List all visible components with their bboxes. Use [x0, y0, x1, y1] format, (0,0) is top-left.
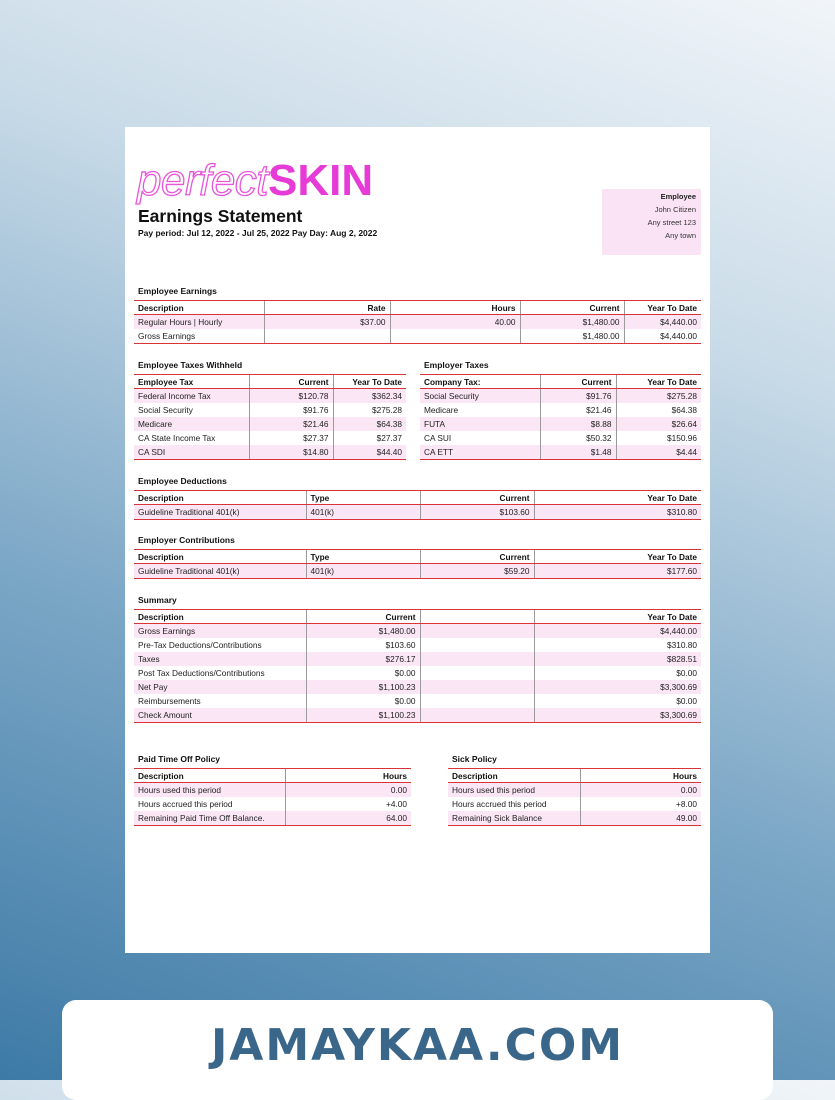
table-cell: Federal Income Tax	[134, 389, 249, 404]
table-cell: Taxes	[134, 652, 306, 666]
column-header: Employee Tax	[134, 375, 249, 389]
table-row	[134, 797, 411, 811]
employee-name: John Citizen	[654, 205, 696, 214]
table-cell: 401(k)	[306, 505, 420, 520]
column-header: Current	[520, 301, 624, 315]
table-row	[134, 403, 406, 417]
table-cell: $8.88	[540, 417, 616, 431]
table-cell: $1,480.00	[520, 315, 624, 330]
table-cell: 0.00	[285, 783, 411, 798]
table-row	[134, 389, 406, 404]
table-cell	[420, 680, 534, 694]
sick-table	[448, 768, 701, 826]
table-cell: Net Pay	[134, 680, 306, 694]
table-cell: $4,440.00	[534, 624, 701, 639]
table-cell	[420, 694, 534, 708]
column-header: Hours	[580, 769, 701, 783]
column-header: Hours	[285, 769, 411, 783]
table-cell	[420, 666, 534, 680]
column-header: Year To Date	[534, 491, 701, 505]
table-cell: $27.37	[249, 431, 333, 445]
table-row	[134, 505, 701, 520]
table-cell: $275.28	[333, 403, 406, 417]
table-cell	[420, 708, 534, 723]
table-cell: $4.44	[616, 445, 701, 460]
table-cell: Medicare	[134, 417, 249, 431]
table-cell: Remaining Sick Balance	[448, 811, 580, 826]
table-cell: $150.96	[616, 431, 701, 445]
table-cell: Hours accrued this period	[452, 799, 547, 809]
table-cell: CA State Income Tax	[138, 433, 216, 443]
column-header: Type	[306, 550, 420, 564]
table-row	[134, 315, 701, 330]
contributions-title: Employer Contributions	[138, 535, 235, 545]
table-row	[448, 811, 701, 826]
watermark-text: JAMAYKAA.COM	[210, 1020, 625, 1071]
table-cell: Social Security	[138, 405, 193, 415]
table-cell: $4,440.00	[624, 329, 701, 344]
column-header: Year To Date	[616, 375, 701, 389]
table-cell: Remaining Paid Time Off Balance.	[134, 811, 285, 826]
table-cell: $0.00	[306, 694, 420, 708]
table-cell: Regular Hours | Hourly	[134, 315, 264, 330]
table-header-row	[134, 550, 701, 564]
table-row	[134, 708, 701, 723]
table-row	[134, 431, 406, 445]
table-row	[448, 783, 701, 798]
table-cell: $1,480.00	[520, 329, 624, 344]
table-row	[448, 797, 701, 811]
table-cell: Social Security	[420, 389, 540, 404]
table-cell: $37.00	[264, 315, 390, 330]
table-row	[134, 652, 701, 666]
table-cell: Medicare	[424, 405, 459, 415]
pto-title: Paid Time Off Policy	[138, 754, 221, 764]
table-row	[420, 431, 701, 445]
employee-info-box	[602, 189, 701, 255]
table-cell: $0.00	[534, 694, 701, 708]
table-cell	[264, 329, 390, 344]
table-cell: $50.32	[540, 431, 616, 445]
brand-logo	[137, 157, 373, 205]
table-cell	[390, 329, 520, 344]
table-cell: $177.60	[534, 564, 701, 579]
table-cell: $362.34	[333, 389, 406, 404]
table-cell: $276.17	[306, 652, 420, 666]
table-header-row	[134, 301, 701, 315]
table-row	[134, 638, 701, 652]
pay-period-line: Pay period: Jul 12, 2022 - Jul 25, 2022 Pay Day: Aug 2, 2022	[138, 228, 378, 238]
table-cell: $21.46	[540, 403, 616, 417]
column-header: Company Tax:	[420, 375, 540, 389]
table-cell: $1,100.23	[306, 680, 420, 694]
earnings-title: Employee Earnings	[138, 286, 217, 296]
table-row	[134, 666, 701, 680]
table-cell: Hours accrued this period	[138, 799, 233, 809]
column-header: Current	[420, 491, 534, 505]
table-cell: Hours used this period	[134, 783, 285, 798]
table-row	[420, 403, 701, 417]
table-row	[134, 783, 411, 798]
table-cell: Check Amount	[134, 708, 306, 723]
table-header-row	[420, 375, 701, 389]
table-cell: $0.00	[534, 666, 701, 680]
column-header: Description	[134, 491, 306, 505]
table-cell	[420, 638, 534, 652]
watermark-banner	[62, 1000, 773, 1100]
table-cell: $59.20	[420, 564, 534, 579]
pto-table	[134, 768, 411, 826]
employer-taxes-title: Employer Taxes	[424, 360, 489, 370]
column-header: Year To Date	[534, 550, 701, 564]
column-header: Description	[134, 610, 306, 624]
table-header-row	[134, 769, 411, 783]
table-cell: $27.37	[333, 431, 406, 445]
table-cell: $275.28	[616, 389, 701, 404]
table-cell: Pre-Tax Deductions/Contributions	[138, 640, 262, 650]
table-cell: CA ETT	[420, 445, 540, 460]
column-header	[420, 610, 534, 624]
column-header: Year To Date	[333, 375, 406, 389]
column-header: Current	[249, 375, 333, 389]
table-cell	[420, 652, 534, 666]
table-row	[134, 694, 701, 708]
employee-street: Any street 123	[647, 218, 696, 227]
table-cell	[420, 624, 534, 639]
table-row	[134, 680, 701, 694]
table-cell: Gross Earnings	[134, 329, 264, 344]
column-header: Current	[540, 375, 616, 389]
taxes-withheld-title: Employee Taxes Withheld	[138, 360, 243, 370]
table-row	[134, 445, 406, 460]
taxes-withheld-table	[134, 374, 406, 460]
statement-title: Earnings Statement	[138, 206, 303, 226]
table-row	[134, 624, 701, 639]
employer-taxes-table	[420, 374, 701, 460]
table-row	[420, 417, 701, 431]
table-cell: +8.00	[580, 797, 701, 811]
logo-bold-text: SKIN	[268, 156, 374, 205]
table-cell: 0.00	[580, 783, 701, 798]
table-cell: FUTA	[420, 417, 540, 431]
table-cell: $91.76	[249, 403, 333, 417]
table-cell: $26.64	[616, 417, 701, 431]
table-cell: +4.00	[285, 797, 411, 811]
employee-heading: Employee	[660, 192, 696, 201]
table-header-row	[134, 610, 701, 624]
table-row	[420, 389, 701, 404]
column-header: Description	[134, 550, 306, 564]
table-cell: $64.38	[616, 403, 701, 417]
table-header-row	[134, 491, 701, 505]
table-header-row	[134, 375, 406, 389]
table-row	[134, 811, 411, 826]
earnings-statement-page	[125, 127, 710, 953]
table-cell: $3,300.69	[534, 680, 701, 694]
deductions-title: Employee Deductions	[138, 476, 227, 486]
employee-town: Any town	[665, 231, 696, 240]
column-header: Rate	[264, 301, 390, 315]
column-header: Description	[134, 301, 264, 315]
table-cell: $120.78	[249, 389, 333, 404]
sick-title: Sick Policy	[452, 754, 497, 764]
table-row	[134, 417, 406, 431]
table-cell: $4,440.00	[624, 315, 701, 330]
column-header: Description	[134, 769, 285, 783]
table-cell: $3,300.69	[534, 708, 701, 723]
table-cell: 401(k)	[306, 564, 420, 579]
table-cell: $14.80	[249, 445, 333, 460]
column-header: Year To Date	[534, 610, 701, 624]
deductions-table	[134, 490, 701, 520]
table-row	[420, 445, 701, 460]
table-cell: $21.46	[249, 417, 333, 431]
column-header: Description	[448, 769, 580, 783]
earnings-table	[134, 300, 701, 344]
table-cell: $44.40	[333, 445, 406, 460]
table-row	[134, 564, 701, 579]
table-cell: $64.38	[333, 417, 406, 431]
table-cell: $103.60	[420, 505, 534, 520]
table-row	[134, 329, 701, 344]
table-cell: Guideline Traditional 401(k)	[134, 564, 306, 579]
table-cell: CA SUI	[424, 433, 452, 443]
summary-table	[134, 609, 701, 723]
column-header: Type	[306, 491, 420, 505]
table-cell: Reimbursements	[138, 696, 201, 706]
column-header: Current	[420, 550, 534, 564]
table-cell: Guideline Traditional 401(k)	[134, 505, 306, 520]
table-cell: 64.00	[285, 811, 411, 826]
logo-light-text: perfect	[137, 156, 269, 205]
table-cell: $310.80	[534, 505, 701, 520]
table-cell: $1.48	[540, 445, 616, 460]
table-header-row	[448, 769, 701, 783]
column-header: Year To Date	[624, 301, 701, 315]
table-cell: Gross Earnings	[134, 624, 306, 639]
column-header: Current	[306, 610, 420, 624]
table-cell: $828.51	[534, 652, 701, 666]
table-cell: Post Tax Deductions/Contributions	[138, 668, 265, 678]
contributions-table	[134, 549, 701, 579]
table-cell: $0.00	[306, 666, 420, 680]
table-cell: $103.60	[306, 638, 420, 652]
summary-title: Summary	[138, 595, 177, 605]
table-cell: Hours used this period	[448, 783, 580, 798]
table-cell: $1,100.23	[306, 708, 420, 723]
table-cell: $1,480.00	[306, 624, 420, 639]
table-cell: $310.80	[534, 638, 701, 652]
table-cell: $91.76	[540, 389, 616, 404]
column-header: Hours	[390, 301, 520, 315]
table-cell: 49.00	[580, 811, 701, 826]
table-cell: CA SDI	[134, 445, 249, 460]
table-cell: 40.00	[390, 315, 520, 330]
